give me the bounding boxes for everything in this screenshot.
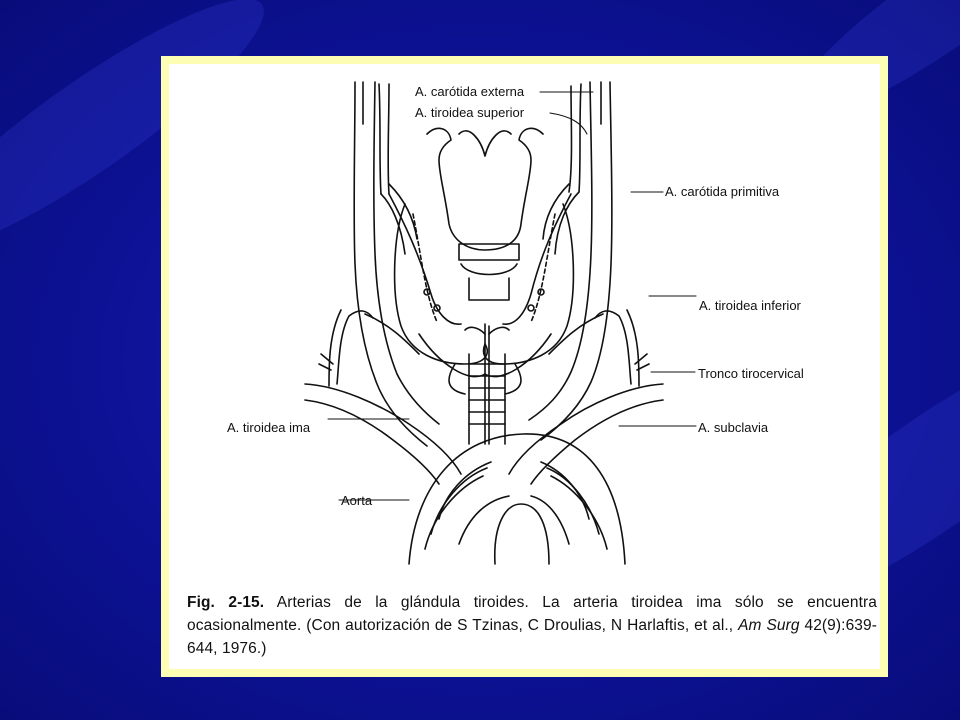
label-tiroidea-inferior: A. tiroidea inferior: [699, 298, 801, 313]
caption-citation: 42(9):639-644, 1976.): [187, 617, 877, 657]
figure-number: Fig. 2-15.: [187, 594, 265, 611]
label-aorta: Aorta: [341, 493, 373, 508]
label-tiroidea-superior: A. tiroidea superior: [415, 105, 525, 120]
caption-journal: Am Surg: [738, 617, 800, 634]
label-carotida-primitiva: A. carótida primitiva: [665, 184, 780, 199]
right-subclavian-artery: [509, 310, 663, 484]
label-tronco-tirocervical: Tronco tirocervical: [698, 366, 804, 381]
label-tiroidea-ima: A. tiroidea ima: [227, 420, 311, 435]
label-carotida-externa: A. carótida externa: [415, 84, 525, 99]
thyroid-cartilage: [427, 128, 543, 300]
caption-text: Arterias de la glándula tiroides. La arteria tiroidea ima sólo se encuentra ocasionalmente. (Con autorización de S Tzinas, C Droulias, N Harlaftis, et al.,: [187, 594, 878, 634]
thyroid-gland: [395, 204, 574, 394]
slide-frame: [161, 56, 888, 677]
figure-caption: [187, 591, 877, 660]
thyroid-arteries-illustration: [169, 64, 880, 584]
trachea: [469, 354, 505, 444]
figure-card: [169, 64, 880, 669]
left-carotid-artery: [354, 82, 439, 446]
thyroid-ima-artery: [465, 324, 509, 444]
label-subclavia: A. subclavia: [698, 420, 769, 435]
leader-lines: [328, 92, 696, 500]
aortic-arch: [409, 434, 625, 564]
superior-thyroid-arteries: [389, 194, 571, 324]
